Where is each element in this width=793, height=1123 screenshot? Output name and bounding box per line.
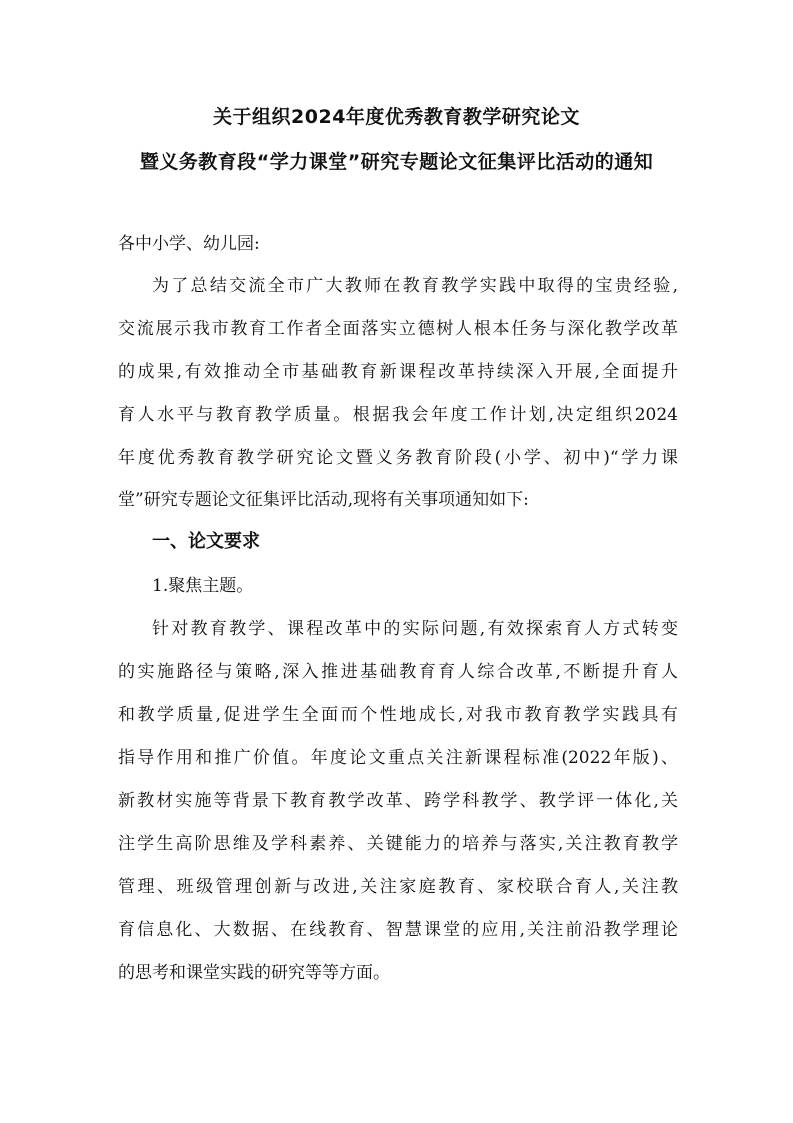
document-title-line-1: 关于组织2024年度优秀教育教学研究论文 xyxy=(213,106,580,128)
item-paragraph-line: 针对教育教学、课程改革中的实际问题,有效探索育人方式转变 xyxy=(152,619,678,639)
intro-paragraph-line: 年度优秀教育教学研究论文暨义务教育阶段(小学、初中)“学力课 xyxy=(118,448,678,468)
item-paragraph-line: 管理、班级管理创新与改进,关注家庭教育、家校联合育人,关注教 xyxy=(118,877,678,897)
intro-paragraph-line: 为了总结交流全市广大教师在教育教学实践中取得的宝贵经验, xyxy=(152,276,678,296)
item-paragraph-line: 注学生高阶思维及学科素养、关键能力的培养与落实,关注教育教学 xyxy=(118,834,678,854)
item-heading: 1.聚焦主题。 xyxy=(152,576,254,596)
item-paragraph-line: 新教材实施等背景下教育教学改革、跨学科教学、教学评一体化,关 xyxy=(118,791,678,811)
item-paragraph-line: 的思考和课堂实践的研究等等方面。 xyxy=(118,963,390,983)
intro-paragraph-line: 育人水平与教育教学质量。根据我会年度工作计划,决定组织2024 xyxy=(118,405,678,425)
intro-paragraph-line: 的成果,有效推动全市基础教育新课程改革持续深入开展,全面提升 xyxy=(118,362,678,382)
item-paragraph-line: 育信息化、大数据、在线教育、智慧课堂的应用,关注前沿教学理论 xyxy=(118,920,678,940)
intro-paragraph-line: 堂”研究专题论文征集评比活动,现将有关事项通知如下: xyxy=(118,490,529,510)
document-title-line-2: 暨义务教育段“学力课堂”研究专题论文征集评比活动的通知 xyxy=(139,151,654,173)
section-heading: 一、论文要求 xyxy=(152,531,260,552)
item-paragraph-line: 指导作用和推广价值。年度论文重点关注新课程标准(2022年版)、 xyxy=(118,748,678,768)
item-paragraph-line: 的实施路径与策略,深入推进基础教育育人综合改革,不断提升育人 xyxy=(118,662,678,682)
item-paragraph-line: 和教学质量,促进学生全面而个性地成长,对我市教育教学实践具有 xyxy=(118,705,678,725)
intro-paragraph-line: 交流展示我市教育工作者全面落实立德树人根本任务与深化教学改革 xyxy=(118,319,678,339)
salutation: 各中小学、幼儿园: xyxy=(118,234,260,254)
